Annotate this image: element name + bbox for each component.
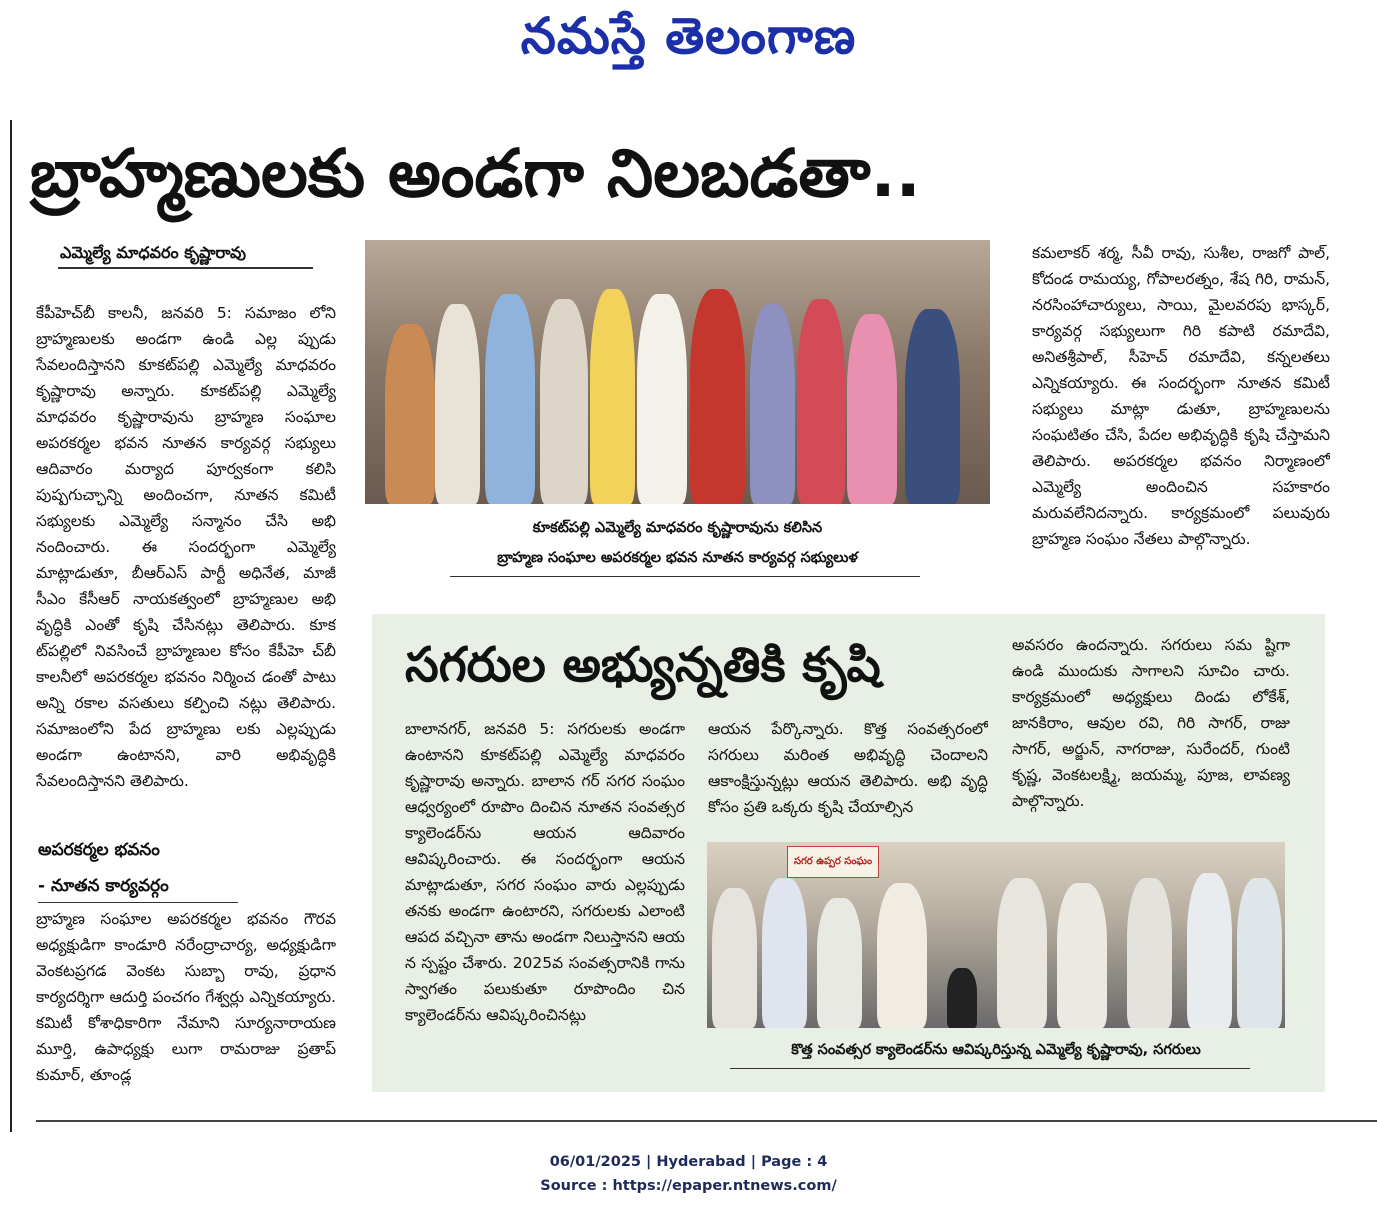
footer-source-link[interactable]: Source : https://epaper.ntnews.com/ — [540, 1178, 837, 1194]
article2-column-1: బాలానగర్, జనవరి 5: సగరులకు అండగా ఉంటానని కూకట్‌పల్లి ఎమ్మెల్యే మాధవరం కృష్ణారావు అన్నారు. బాలాన గర్ సగర సంఘం ఆధ్వర్యంలో రూపొం దించిన నూతన సంవత్సర క్యాలెండర్‌ను ఆయన ఆదివారం ఆవిష్కరించారు. ఈ సందర్భంగా ఆయన మాట్లాడుతూ, సగర సంఘం వారు ఎల్లప్పుడు తనకు అండగా ఉంటారని, సగరులకు ఎలాంటి ఆపద వచ్చినా తాను అండగా నిలుస్తానని ఆయ న స్పష్టం చేశారు. 2025వ సంవత్సరానికి గాను స్వాగతం పలుకుతూ రూపొందిం చిన క్యాలెండర్‌ను ఆవిష్కరించినట్లు — [405, 720, 685, 1024]
article1-caption-line2: బ్రాహ్మణ సంఘాల అపరకర్మల భవన నూతన కార్యవర్గ సభ్యులుళ — [497, 550, 858, 566]
article1-byline: ఎమ్మెల్యే మాధవరం కృష్ణారావు — [60, 243, 246, 262]
caption-underline — [450, 576, 920, 577]
article2-column-3: అవసరం ఉందన్నారు. సగరులు సమ ష్టిగా ఉండి ముందుకు సాగాలని సూచిం చారు. కార్యక్రమంలో అధ్యక్షులు దిండు లోకేశ్, జానకిరాం, ఆవుల రవి, గిరి సాగర్, రాజు సాగర్, అర్జున్, నాగరాజు, సురేందర్, గుంటి కృష్ణ, వెంకటలక్ష్మి, జయమ్మ, పూజ, లావణ్య పాల్గొన్నారు. — [1012, 636, 1290, 810]
article1-column-3: కమలాకర్ శర్మ, సీవీ రావు, సుశీల, రాజగో పాల్, కోదండ రామయ్య, గోపాలరత్నం, శేష గిరి, రామన్, నరసింహాచార్యులు, సాయి, మైలవరపు భాస్కర్, కార్యవర్గ సభ్యులుగా గిరి కపాటి రమాదేవి, అనితశ్రీపాల్, సీహెచ్ రమాదేవి, కన్నలతలు ఎన్నికయ్యారు. ఈ సందర్భంగా నూతన కమిటీ సభ్యులు మాట్లా డుతూ, బ్రాహ్మణులను సంఘటితం చేసి, పేదల అభివృద్ధికి కృషి చేస్తామని తెలిపారు. అపరకర్మల భవనం నిర్మాణంలో ఎమ్మెల్యే అందించిన సహకారం మరువలేనిదన్నారు. కార్యక్రమంలో పలువురు బ్రాహ్మణ సంఘం నేతలు పాల్గొన్నారు. — [1032, 244, 1330, 548]
article2-caption: కొత్త సంవత్సర క్యాలెండర్‌ను ఆవిష్కరిస్తున్న ఎమ్మెల్యే కృష్ణారావు, సగరులు — [791, 1042, 1201, 1058]
article1-caption-line1: కూకట్‌పల్లి ఎమ్మెల్యే మాధవరం కృష్ణారావును కలిసిన — [532, 520, 823, 536]
article2-headline: సగరుల అభ్యున్నతికి కృషి — [405, 637, 881, 693]
article1-subhead-2: - నూతన కార్యవర్గం — [38, 876, 169, 896]
footer-date-page: 06/01/2025 | Hyderabad | Page : 4 — [549, 1154, 828, 1170]
caption2-underline — [730, 1068, 1250, 1069]
article1-subhead-1: అపరకర్మల భవనం — [38, 840, 160, 860]
left-column-rule — [10, 120, 12, 1132]
footer — [0, 1150, 1377, 1198]
article2-column-2: ఆయన పేర్కొన్నారు. కొత్త సంవత్సరంలో సగరులు మరింత అభివృద్ధి చెందాలని ఆకాంక్షిస్తున్నట్లు ఆయన తెలిపారు. అభి వృద్ధి కోసం ప్రతి ఒక్కరు కృషి చేయాల్సిన — [708, 720, 988, 816]
page-bottom-rule — [36, 1120, 1377, 1122]
article2-photo — [707, 842, 1285, 1028]
article1-headline: బ్రాహ్మణులకు అండగా నిలబడతా.. — [30, 135, 921, 212]
byline-underline — [58, 267, 313, 269]
masthead-logo: నమస్తే తెలంగాణ — [520, 6, 857, 65]
article1-column-1: కేపీహెచ్‌బీ కాలనీ, జనవరి 5: సమాజం లోని బ్రాహ్మణులకు అండగా ఉండి ఎల్ల ప్పుడు సేవలందిస్తానని కూకట్‌పల్లి ఎమ్మెల్యే మాధవరం కృష్ణారావు అన్నారు. కూకట్‌పల్లి ఎమ్మెల్యే మాధవరం కృష్ణారావును బ్రాహ్మణ సంఘాల అపరకర్మల భవన నూతన కార్యవర్గ సభ్యులు ఆదివారం మర్యాద పూర్వకంగా కలిసి పుష్పగుచ్ఛాన్ని అందించగా, నూతన కమిటీ సభ్యులకు ఎమ్మెల్యే సన్మానం చేసి అభి నందించారు. ఈ సందర్భంగా ఎమ్మెల్యే మాట్లాడుతూ, బీఆర్‌ఎస్ పార్టీ అధినేత, మాజీ సీఎం కేసీఆర్ నాయకత్వంలో బ్రాహ్మణుల అభి వృద్ధికి ఎంతో కృషి చేసినట్లు తెలిపారు. కూక ట్‌పల్లిలో నివసించే బ్రాహ్మణుల కోసం కేపీహె చ్‌బీ కాలనీలో అపరకర్మల భవనం నిర్మించ డంతో పాటు అన్ని రకాల వసతులు కల్పించి నట్లు తెలిపారు. సమాజంలోని పేద బ్రాహ్మణు లకు ఎల్లప్పుడు అండగా ఉంటానని, వారి అభివృద్ధికి సేవలందిస్తానని తెలిపారు. — [36, 304, 336, 790]
subhead-underline — [38, 902, 238, 903]
banner-sign: సగర ఉప్పర సంఘం — [787, 846, 879, 878]
article1-photo — [365, 240, 990, 504]
article1-column-1b: బ్రాహ్మణ సంఘాల అపరకర్మల భవనం గౌరవ అధ్యక్షుడిగా కాండూరి నరేంద్రాచార్య, అధ్యక్షుడిగా వెంకటప్రగడ వెంకట సుబ్బా రావు, ప్రధాన కార్యదర్శిగా ఆదుర్తి పంచగం గేశ్వర్లు ఎన్నికయ్యారు. కమిటీ కోశాధికారిగా నేమాని సూర్యనారాయణ మూర్తి, ఉపాధ్యక్షు లుగా రామరాజు ప్రతాప్ కుమార్, తూండ్ల — [36, 910, 336, 1084]
